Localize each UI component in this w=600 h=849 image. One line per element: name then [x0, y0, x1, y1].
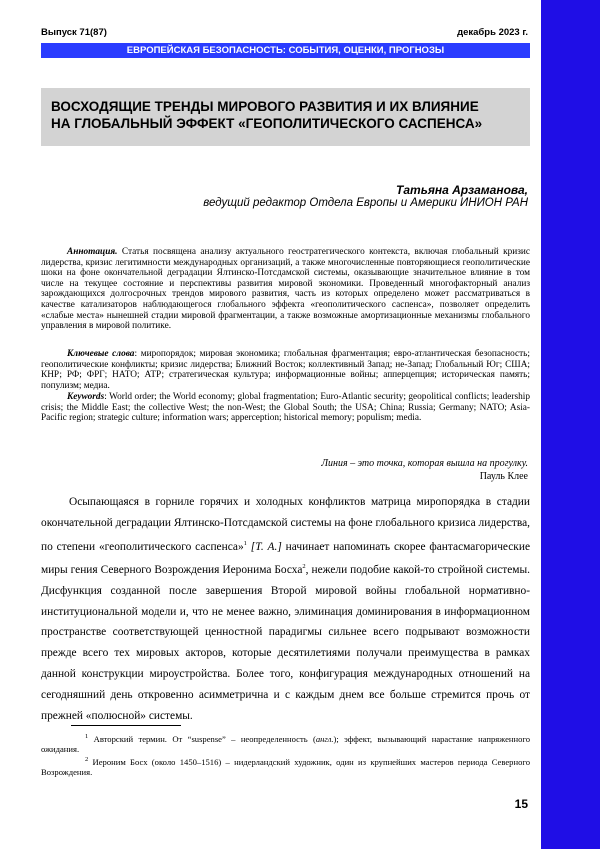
footnote-1 [41, 732, 530, 755]
keywords-en-label: Keywords [67, 392, 105, 402]
abstract-label: Аннотация. [67, 247, 118, 257]
article-title [51, 98, 521, 132]
footnote-1-text-a: Авторский термин. От “suspense” – неопределенность ( [93, 733, 316, 744]
body-text-2: начинает напоминать скорее фантасмагорические миры гения Северного Возрождения Иеронима Босха [41, 540, 530, 576]
abstract [41, 247, 530, 332]
body-paragraph [41, 492, 530, 726]
footnote-ref-2[interactable]: 2 [302, 563, 306, 571]
title-box [41, 88, 530, 146]
title-line-1: ВОСХОДЯЩИЕ ТРЕНДЫ МИРОВОГО РАЗВИТИЯ И ИХ ВЛИЯНИЕ [51, 99, 479, 114]
abstract-text: Статья посвящена анализу актуального геостратегического контекста, включая глобальный кризис лидерства, кризис легитимности международных организаций, а также многочисленные повторяющиеся геополитические шоки на фоне окончательной деградации Ялтинско-Потсдамской системы, оказывающие значительное влияние в том числе на текущее состояние и перспективы развития мировой экономики. Проведенный многофакторный анализ зарождающихся долгосрочных трендов мирового развития, часть из которых определено может рассматриваться в качестве катализаторов наблюдающегося глобального эффекта «геополитического саспенса», позволяет определить «слабые места» нынешней стадии мировой фрагментации, а также возможные амортизационные механизмы глобального управления в мировой политике. [41, 247, 530, 332]
issue-date: декабрь 2023 г. [457, 27, 528, 38]
footnote-2 [41, 755, 530, 778]
keywords-en [41, 392, 530, 424]
footnote-separator [71, 725, 181, 726]
footnote-2-number: 2 [85, 756, 89, 763]
footnote-ref-1[interactable]: 1 [243, 539, 247, 547]
keywords-en-text: : World order; the World economy; global fragmentation; Euro-Atlantic security; geopolitical conflicts; leadership crisis; the Middle East; the collective West; the non-West; the Global South; the USA; China; Russia; Germany; NATO; Asia-Pacific region; strategic culture; information wars; apperception; historical memory; populism; media. [41, 392, 530, 424]
epigraph-quote: Линия – это точка, которая вышла на прогулку. [321, 458, 528, 469]
author-reference: [Т. А.] [250, 540, 282, 553]
author-name: Татьяна Арзаманова, [396, 183, 528, 197]
keywords-ru-label: Ключевые слова [67, 349, 135, 359]
body-text-3: , нежели подобие какой-то стройной системы. Дисфункция созданной после завершения Второй мировой войны глобальной нормативно-институциональной модели и, что не менее важно, элиминация доминирования в информационном пространстве соответствующей ценностной парадигмы сильнее всего подрывают возможности прежде всего тех мировых акторов, которые десятилетиями получали преимущества в рамках данной конструкции мироустройства. Более того, конфигурация международных отношений на сегодняшний день откровенно асимметрична и с каждым днем все больше стремится прочь от прежней «полюсной» системы. [41, 563, 530, 722]
page-number: 15 [514, 797, 528, 811]
issue-number: Выпуск 71(87) [41, 27, 107, 38]
side-color-bar [541, 0, 600, 849]
footnote-1-text-b: ); эффект, вызывающий нарастание напряженного ожидания. [41, 733, 530, 755]
footnote-1-number: 1 [85, 733, 89, 740]
keywords-ru-text: : миропорядок; мировая экономика; глобальная фрагментация; евро-атлантическая безопасность; геополитические конфликты; кризис лидерства; Ближний Восток; коллективный Запад; не-Запад; Глобальный Юг; США; КНР; РФ; ФРГ; НАТО; АТР; стратегическая культура; информационные войны; апперцепция; историческая память; популизм; медиа. [41, 349, 530, 391]
epigraph-author: Пауль Клее [479, 471, 528, 482]
title-line-2: НА ГЛОБАЛЬНЫЙ ЭФФЕКТ «ГЕОПОЛИТИЧЕСКОГО САСПЕНСА» [51, 116, 483, 131]
body-text-1: Осыпающаяся в горниле горячих и холодных конфликтов матрица миропорядка в стадии окончательной деградации Ялтинско-Потсдамской системы на фоне глобального кризиса лидерства, по степени «геополитического саспенса» [41, 496, 530, 553]
author-position: ведущий редактор Отдела Европы и Америки ИНИОН РАН [203, 197, 528, 209]
keywords-ru [41, 349, 530, 391]
footnote-1-emphasis: англ. [315, 733, 334, 744]
section-banner: ЕВРОПЕЙСКАЯ БЕЗОПАСНОСТЬ: СОБЫТИЯ, ОЦЕНКИ, ПРОГНОЗЫ [41, 43, 530, 58]
footnote-2-text: Иероним Босх (около 1450–1516) – нидерландский художник, один из крупнейших мастеров периода Северного Возрождения. [41, 756, 530, 778]
